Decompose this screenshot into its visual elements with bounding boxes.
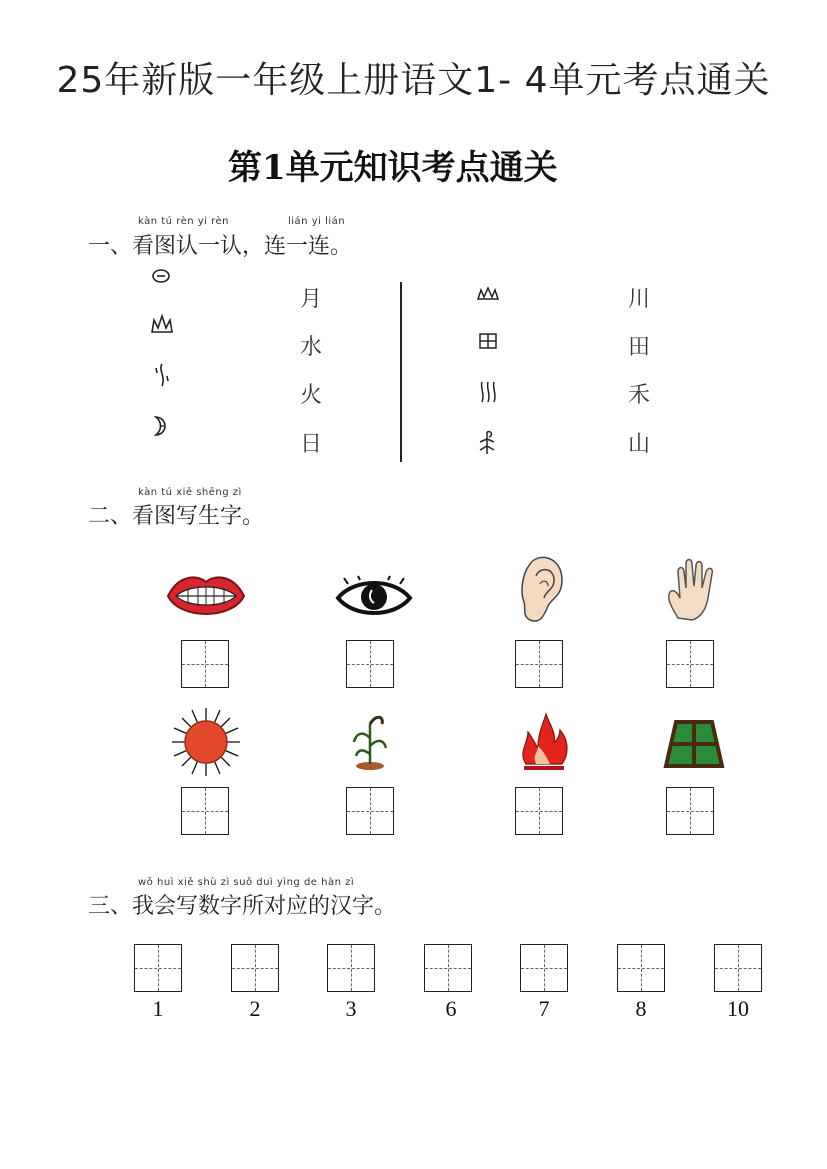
left-char-3: 火 — [300, 383, 323, 408]
fire-pictogram-icon — [150, 314, 174, 336]
water-pictogram-icon — [152, 362, 172, 388]
moon-pictogram-icon — [150, 414, 174, 438]
section1-title: 一、看图认一认，连一连。 — [88, 234, 353, 259]
writing-grid[interactable] — [714, 944, 762, 992]
sun-pictogram-icon — [150, 266, 174, 286]
number-label: 8 — [635, 996, 647, 1021]
right-char-4: 山 — [628, 432, 651, 457]
section1-pinyin-2: lián yi lián — [288, 216, 346, 227]
writing-grid[interactable] — [666, 787, 714, 835]
mouth-icon — [166, 570, 246, 622]
grain-plant-icon — [350, 708, 390, 772]
field-icon — [664, 718, 724, 770]
writing-grid[interactable] — [515, 640, 563, 688]
ear-icon — [518, 554, 566, 626]
left-char-1: 月 — [300, 287, 323, 312]
writing-grid[interactable] — [424, 944, 472, 992]
section3-title: 三、我会写数字所对应的汉字。 — [88, 894, 397, 919]
field-pictogram-icon — [478, 332, 498, 350]
eye-icon — [334, 576, 414, 620]
writing-grid[interactable] — [617, 944, 665, 992]
mountain-pictogram-icon — [476, 286, 500, 302]
right-char-1: 川 — [628, 287, 651, 312]
section3-pinyin: wǒ huì xiě shù zì suǒ duì yìng de hàn zì — [138, 877, 355, 888]
river-pictogram-icon — [479, 380, 497, 404]
number-label: 3 — [345, 996, 357, 1021]
writing-grid[interactable] — [346, 640, 394, 688]
fire-icon — [516, 712, 572, 772]
section1-pinyin-1: kàn tú rèn yi rèn — [138, 216, 230, 227]
right-char-2: 田 — [628, 335, 651, 360]
writing-grid[interactable] — [346, 787, 394, 835]
left-char-2: 水 — [300, 335, 323, 360]
document-title: 25年新版一年级上册语文1- 4单元考点通关 — [56, 60, 771, 101]
right-char-3: 禾 — [628, 383, 651, 408]
section2-title: 二、看图写生字。 — [88, 504, 265, 529]
writing-grid[interactable] — [231, 944, 279, 992]
number-label: 2 — [249, 996, 261, 1021]
writing-grid[interactable] — [520, 944, 568, 992]
writing-grid[interactable] — [666, 640, 714, 688]
sun-icon — [168, 706, 244, 778]
number-label: 10 — [727, 996, 749, 1021]
number-label: 6 — [445, 996, 457, 1021]
hand-icon — [664, 558, 720, 622]
grain-pictogram-icon — [476, 428, 498, 456]
section1-divider — [400, 282, 402, 462]
number-label: 7 — [538, 996, 550, 1021]
writing-grid[interactable] — [181, 787, 229, 835]
unit-title: 第1单元知识考点通关 — [228, 148, 558, 188]
writing-grid[interactable] — [134, 944, 182, 992]
writing-grid[interactable] — [327, 944, 375, 992]
number-label: 1 — [152, 996, 164, 1021]
writing-grid[interactable] — [181, 640, 229, 688]
section2-pinyin: kàn tú xiě shēng zì — [138, 487, 242, 498]
writing-grid[interactable] — [515, 787, 563, 835]
left-char-4: 日 — [300, 432, 323, 457]
